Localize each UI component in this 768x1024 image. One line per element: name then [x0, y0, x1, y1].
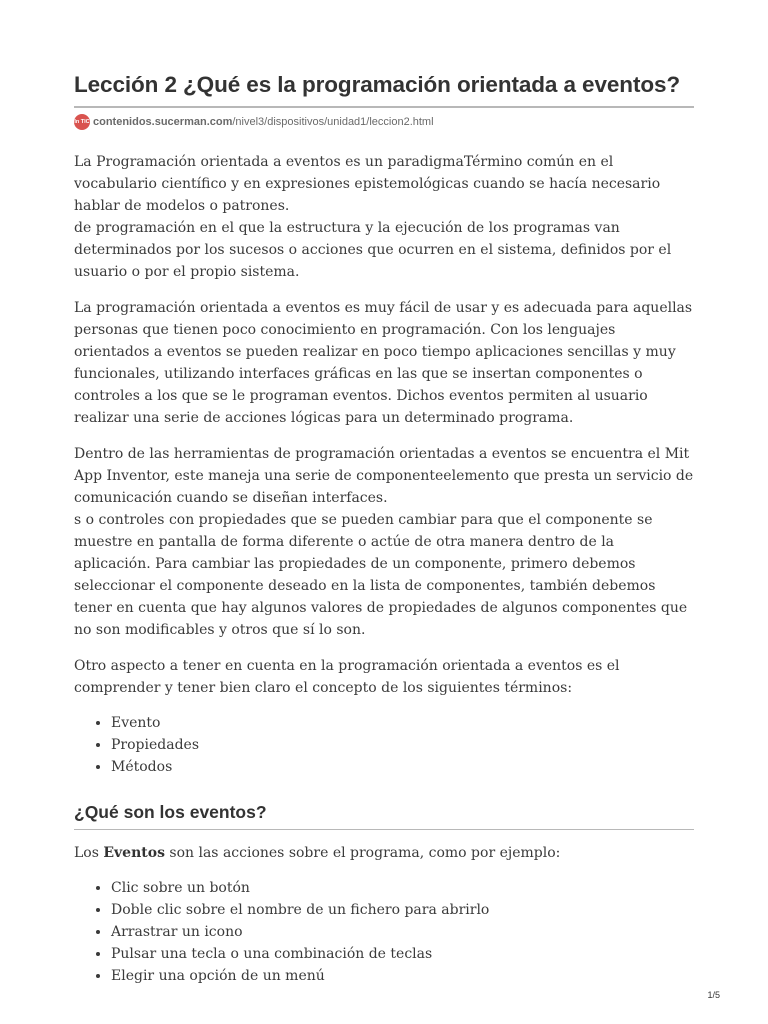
section-intro: [74, 842, 694, 864]
section-heading: ¿Qué son los eventos?: [74, 802, 267, 823]
title-divider: [74, 106, 694, 108]
source-link[interactable]: [93, 116, 434, 128]
list-item: • Doble clic sobre el nombre de un fichero para abrirlo: [111, 900, 694, 922]
examples-list: [74, 878, 694, 987]
page-title: Lección 2 ¿Qué es la programación orientada a eventos?: [74, 72, 681, 97]
article-body: [74, 151, 694, 1001]
paragraph: s o controles con propiedades que se pueden cambiar para que el componente se muestre en pantalla de forma diferente o actúe de otra manera dentro de la aplicación. Para cambiar las propiedades de un componente, primero debemos seleccionar el componente deseado en la lista de componentes, también debemos tener en cuenta que hay algunos valores de propiedades de algunos componentes que no son modificables y otros que sí lo son.: [74, 512, 688, 638]
paragraph: La programación orientada a eventos es muy fácil de usar y es adecuada para aquellas personas que tienen poco conocimiento en programación. Con los lenguajes orientados a eventos se pueden realizar en poco tiempo aplicaciones sencillas y muy funcionales, utilizando interfaces gráficas en las que se insertan componentes o controles a los que se le programan eventos. Dichos eventos permiten al usuario realizar una serie de acciones lógicas para un determinado programa.: [74, 300, 693, 426]
list-item: • Clic sobre un botón: [111, 878, 694, 900]
list-item: • Evento: [111, 713, 694, 735]
paragraph: La Programación orientada a eventos es un paradigmaTérmino común en el vocabulario científico y en expresiones epistemológicas cuando se hacía necesario hablar de modelos o patrones.: [74, 154, 661, 214]
intro-bold-term: Eventos: [103, 845, 165, 862]
intro-text-after: son las acciones sobre el programa, como por ejemplo:: [164, 845, 561, 862]
page-number: 1/5: [707, 990, 720, 1000]
terms-list: [74, 713, 694, 778]
list-item: • Pulsar una tecla o una combinación de teclas: [111, 944, 694, 966]
paragraph: Otro aspecto a tener en cuenta en la programación orientada a eventos es el comprender y tener bien claro el concepto de los siguientes términos:: [74, 658, 620, 696]
source-path: /nivel3/dispositivos/unidad1/leccion2.html: [232, 116, 434, 128]
site-logo-text: In TIC: [74, 118, 90, 125]
source-line: [74, 113, 434, 131]
list-item: • Arrastrar un icono: [111, 922, 694, 944]
list-item: • Propiedades: [111, 735, 694, 757]
intro-text-before: Los: [74, 845, 104, 862]
site-logo-icon: [74, 114, 90, 130]
list-item: • Métodos: [111, 757, 694, 779]
list-item: • Elegir una opción de un menú: [111, 966, 694, 988]
paragraph: de programación en el que la estructura y la ejecución de los programas van determinados por los sucesos o acciones que ocurren en el sistema, definidos por el usuario o por el propio sistema.: [74, 220, 672, 280]
paragraph: Dentro de las herramientas de programación orientadas a eventos se encuentra el Mit App Inventor, este maneja una serie de componenteelemento que presta un servicio de comunicación cuando se diseñan interfaces.: [74, 446, 694, 506]
section-divider: [74, 829, 694, 830]
source-domain: contenidos.sucerman.com: [93, 116, 233, 128]
